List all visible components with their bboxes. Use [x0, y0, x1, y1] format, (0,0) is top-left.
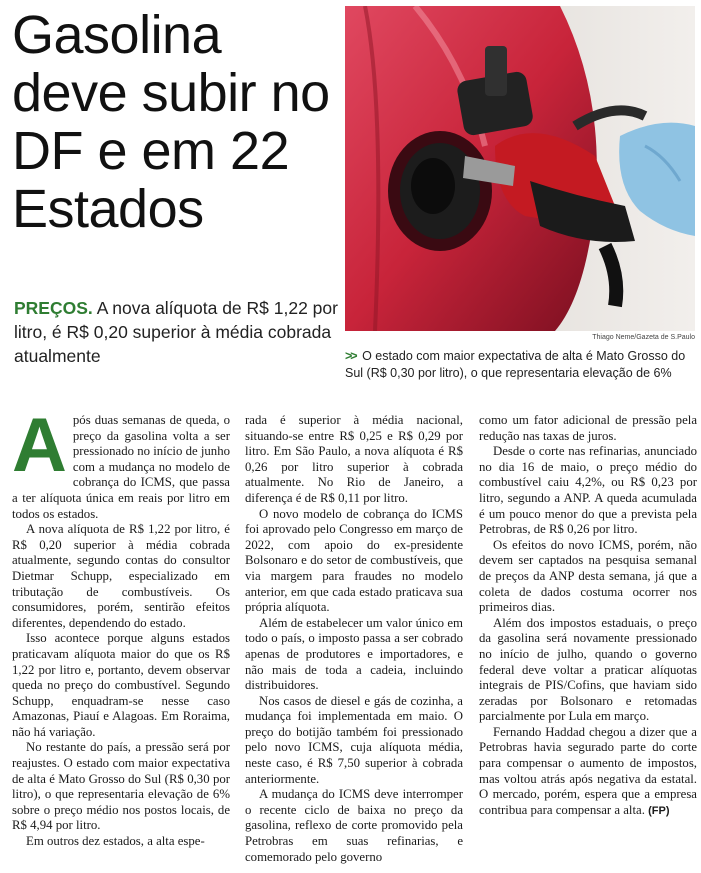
paragraph: como um fator adicional de pressão pela redução nas taxas de juros. [479, 413, 697, 443]
paragraph: rada é superior à média nacional, situando-se entre R$ 0,25 e R$ 0,29 por litro. Em São Paulo, a nova alíquota é R$ 0,26 por litro superior à cobrada atualmente. No Rio de Janeiro, a diferença é de R$ 0,11 por litro. [245, 413, 463, 505]
deck-kicker: PREÇOS. [14, 298, 93, 318]
author-signature: (FP) [648, 804, 670, 817]
paragraph: Nos casos de diesel e gás de cozinha, a mudança foi implementada em maio. O preço do botijão também foi pressionado pelo novo ICMS, cuja alíquota média, neste caso, é R$ 7,50 superior à cobrada anteriormente. [245, 693, 463, 786]
paragraph-text: pós duas semanas de queda, o preço da gasolina volta a ser pressionado no início de junho com a mudança no modelo de cobrança do ICMS, que passa a ter alíquota única em reais por litro em todos os estados. [12, 413, 230, 521]
article-column-2 [245, 413, 463, 865]
paragraph: No restante do país, a pressão será por reajustes. O estado com maior expectativa de alta é Mato Grosso do Sul (R$ 0,30 por litro), o que representaria elevação de 6% sobre o preço médio nos postos locais, de R$ 4,94 por litro. [12, 740, 230, 833]
fuel-nozzle-illustration [345, 6, 695, 331]
paragraph [479, 725, 697, 820]
caption-marker-icon: >> [345, 349, 356, 363]
deck [14, 296, 338, 368]
deck-text: A nova alíquota de R$ 1,22 por litro, é R$ 0,20 superior à média cobrada atualmente [14, 298, 338, 366]
paragraph-text: Fernando Haddad chegou a dizer que a Petrobras havia segurado parte do corte para compensar o aumento de impostos, mas voltou atrás após negativa da estatal. O mercado, porém, espera que a empresa contribua para compensar a alta. [479, 724, 697, 817]
paragraph: Em outros dez estados, a alta espe- [26, 834, 205, 849]
caption-text: O estado com maior expectativa de alta é Mato Grosso do Sul (R$ 0,30 por litro), o que representaria elevação de 6% [345, 349, 686, 380]
paragraph: Os efeitos do novo ICMS, porém, não devem ser captados na pesquisa semanal de preços da ANP desta semana, já que a coleta de dados costuma ocorrer nos primeiros dias. [479, 537, 697, 615]
paragraph: Além de estabelecer um valor único em todo o país, o imposto passa a ser cobrado apenas de produtores e importadores, e não mais de toda a cadeia, incluindo distribuidores. [245, 615, 463, 693]
photo-credit: Thiago Neme/Gazeta de S.Paulo [592, 334, 695, 341]
paragraph: Além dos impostos estaduais, o preço da gasolina será novamente pressionado no início de julho, quando o governo federal deve voltar a praticar alíquotas integrais de PIS/Cofins, que haviam sido zeradas por Bolsonaro e retomadas parcialmente por Lula em março. [479, 615, 697, 724]
photo-caption [345, 348, 697, 382]
paragraph [12, 403, 230, 522]
article-column-3 [479, 413, 697, 819]
paragraph: Isso acontece porque alguns estados praticavam alíquota maior do que os R$ 1,22 por litro e, portanto, devem observar queda no preço do combustível. Segundo Schupp, enquadram-se nesse caso Amazonas, Piauí e Alagoas. Em Roraima, não há variação. [12, 631, 230, 739]
paragraph: Desde o corte nas refinarias, anunciado no dia 16 de maio, o preço médio do combustível caiu 4,2%, ou R$ 0,23 por litro, segundo a ANP. A queda acumulada é um pouco menor do que a prevista pela Petrobras, de R$ 0,26 por litro. [479, 444, 697, 537]
paragraph: A mudança do ICMS deve interromper o recente ciclo de baixa no preço da gasolina, reflexo de corte promovido pela Petrobras em suas refinarias, e comemorado pelo governo [245, 787, 463, 864]
photo-gas-nozzle [345, 6, 695, 331]
article-column-1 [12, 403, 230, 850]
paragraph: A nova alíquota de R$ 1,22 por litro, é R$ 0,20 superior à média cobrada atualmente, segundo contas do consultor Dietmar Schupp, especializado em tributação de combustíveis. Os consumidores, porém, sentirão efeitos diferentes, dependendo do estado. [12, 522, 230, 630]
dropcap: A [12, 403, 67, 488]
paragraph: O novo modelo de cobrança do ICMS foi aprovado pelo Congresso em março de 2022, com apoio do ex-presidente Bolsonaro e do setor de combustíveis, que via margem para fraudes no modelo anterior, em que cada estado praticava sua própria alíquota. [245, 506, 463, 615]
headline: Gasolina deve subir no DF e em 22 Estados [12, 5, 330, 239]
